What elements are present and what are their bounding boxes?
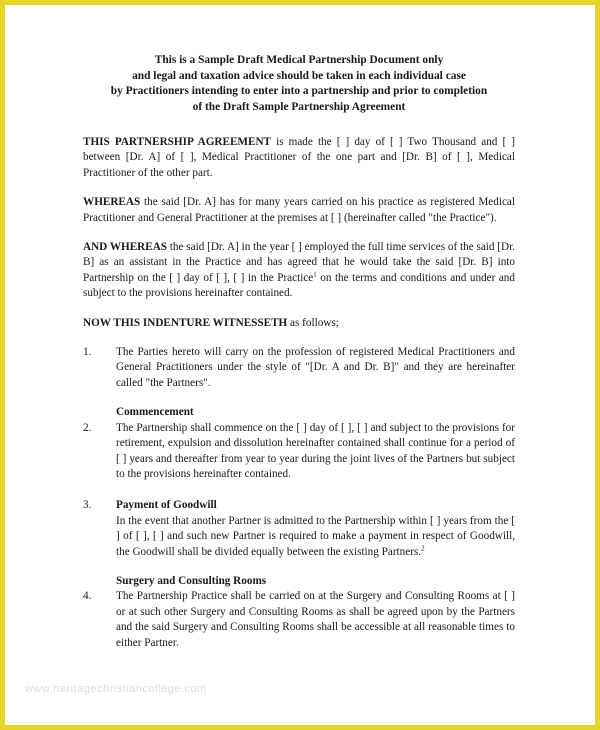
witnesseth-paragraph	[83, 316, 515, 331]
header-line: and legal and taxation advice should be taken in each individual case	[132, 69, 466, 82]
witnesseth-lead: NOW THIS INDENTURE WITNESSETH	[83, 316, 288, 329]
intro-text: is made the [ ] day of [ ] Two Thousand and [ ] between [Dr. A] of [ ], Medical Practitioner of the one part and [Dr. B] of [ ], Medical Practitioner of the other part.	[83, 136, 516, 179]
clause-number: 4.	[83, 590, 92, 603]
header-line: This is a Sample Draft Medical Partnership Document only	[154, 54, 444, 66]
document-body	[83, 53, 515, 665]
header-line: by Practitioners intending to enter into a partnership and prior to completion	[110, 85, 488, 97]
clause-text: The Partnership Practice shall be carried on at the Surgery and Consulting Rooms at [ ] or at such other Surgery and Consulting Rooms as shall be agreed upon by the Partners and the said Surgery and Consulting Rooms shall be accessible at all reasonable times to either Partner.	[116, 590, 515, 649]
clause-number: 1.	[83, 346, 92, 359]
intro-lead: THIS PARTNERSHIP AGREEMENT	[83, 136, 271, 148]
clause-text: The Partnership shall commence on the [ ] day of [ ], [ ] and subject to the provisions for retirement, expulsion and dissolution hereinafter contained shall continue for a period of [ ] years and thereafter from year to year during the joint lives of the Partners but subject to the provisions hereinafter contained.	[116, 421, 515, 480]
clause-3	[83, 498, 515, 560]
header-line: of the Draft Sample Partnership Agreement	[192, 100, 406, 113]
footnote-marker[interactable]: 1	[313, 270, 317, 279]
document-header	[83, 53, 515, 115]
clause-text-body: In the event that another Partner is admitted to the Partnership within [ ] years from the [ ] of [ ], [ ] and such new Partner is required to make a payment in respect of Goodwill, the Goodwill shall be divided equally between the existing Partners.	[116, 514, 515, 558]
clause-heading: Commencement	[116, 406, 194, 419]
clause-heading: Surgery and Consulting Rooms	[116, 574, 267, 587]
watermark: www.heritagechristiancollege.com	[25, 683, 207, 695]
intro-paragraph	[83, 135, 515, 181]
clause-4	[83, 574, 515, 651]
clause-number: 3.	[83, 499, 92, 512]
clause-2	[83, 405, 515, 482]
and-whereas-lead: AND WHEREAS	[83, 241, 168, 254]
whereas-text: the said [Dr. A] has for many years carried on his practice as registered Medical Practitioner and General Practitioner at the premises at [ ] (hereinafter called "the Practice").	[83, 196, 515, 224]
clause-number: 2.	[83, 421, 92, 434]
clause-1	[83, 345, 515, 391]
clause-text	[116, 514, 515, 560]
witnesseth-text: as follows;	[287, 316, 339, 329]
and-whereas-paragraph	[83, 240, 515, 302]
clause-heading: Payment of Goodwill	[116, 499, 217, 512]
whereas-paragraph	[83, 195, 515, 226]
footnote-marker[interactable]: 2	[421, 543, 425, 552]
clause-text: The Parties hereto will carry on the profession of registered Medical Practitioners and General Practitioners under the style of "[Dr. A and Dr. B]" and they are hereinafter called "the Partners".	[116, 346, 515, 389]
whereas-lead: WHEREAS	[83, 196, 141, 209]
and-whereas-text: the said [Dr. A] in the year [ ] employed the full time services of the said [Dr. B] as an assistant in the Practice and has agreed that he would take the said [Dr. B] into Partnership on the [ ] day of [ ], [ ] in the Practice	[83, 241, 515, 284]
and-whereas-text-end: on the terms and conditions and under and subject to the provisions hereinafter contained.	[83, 271, 515, 300]
